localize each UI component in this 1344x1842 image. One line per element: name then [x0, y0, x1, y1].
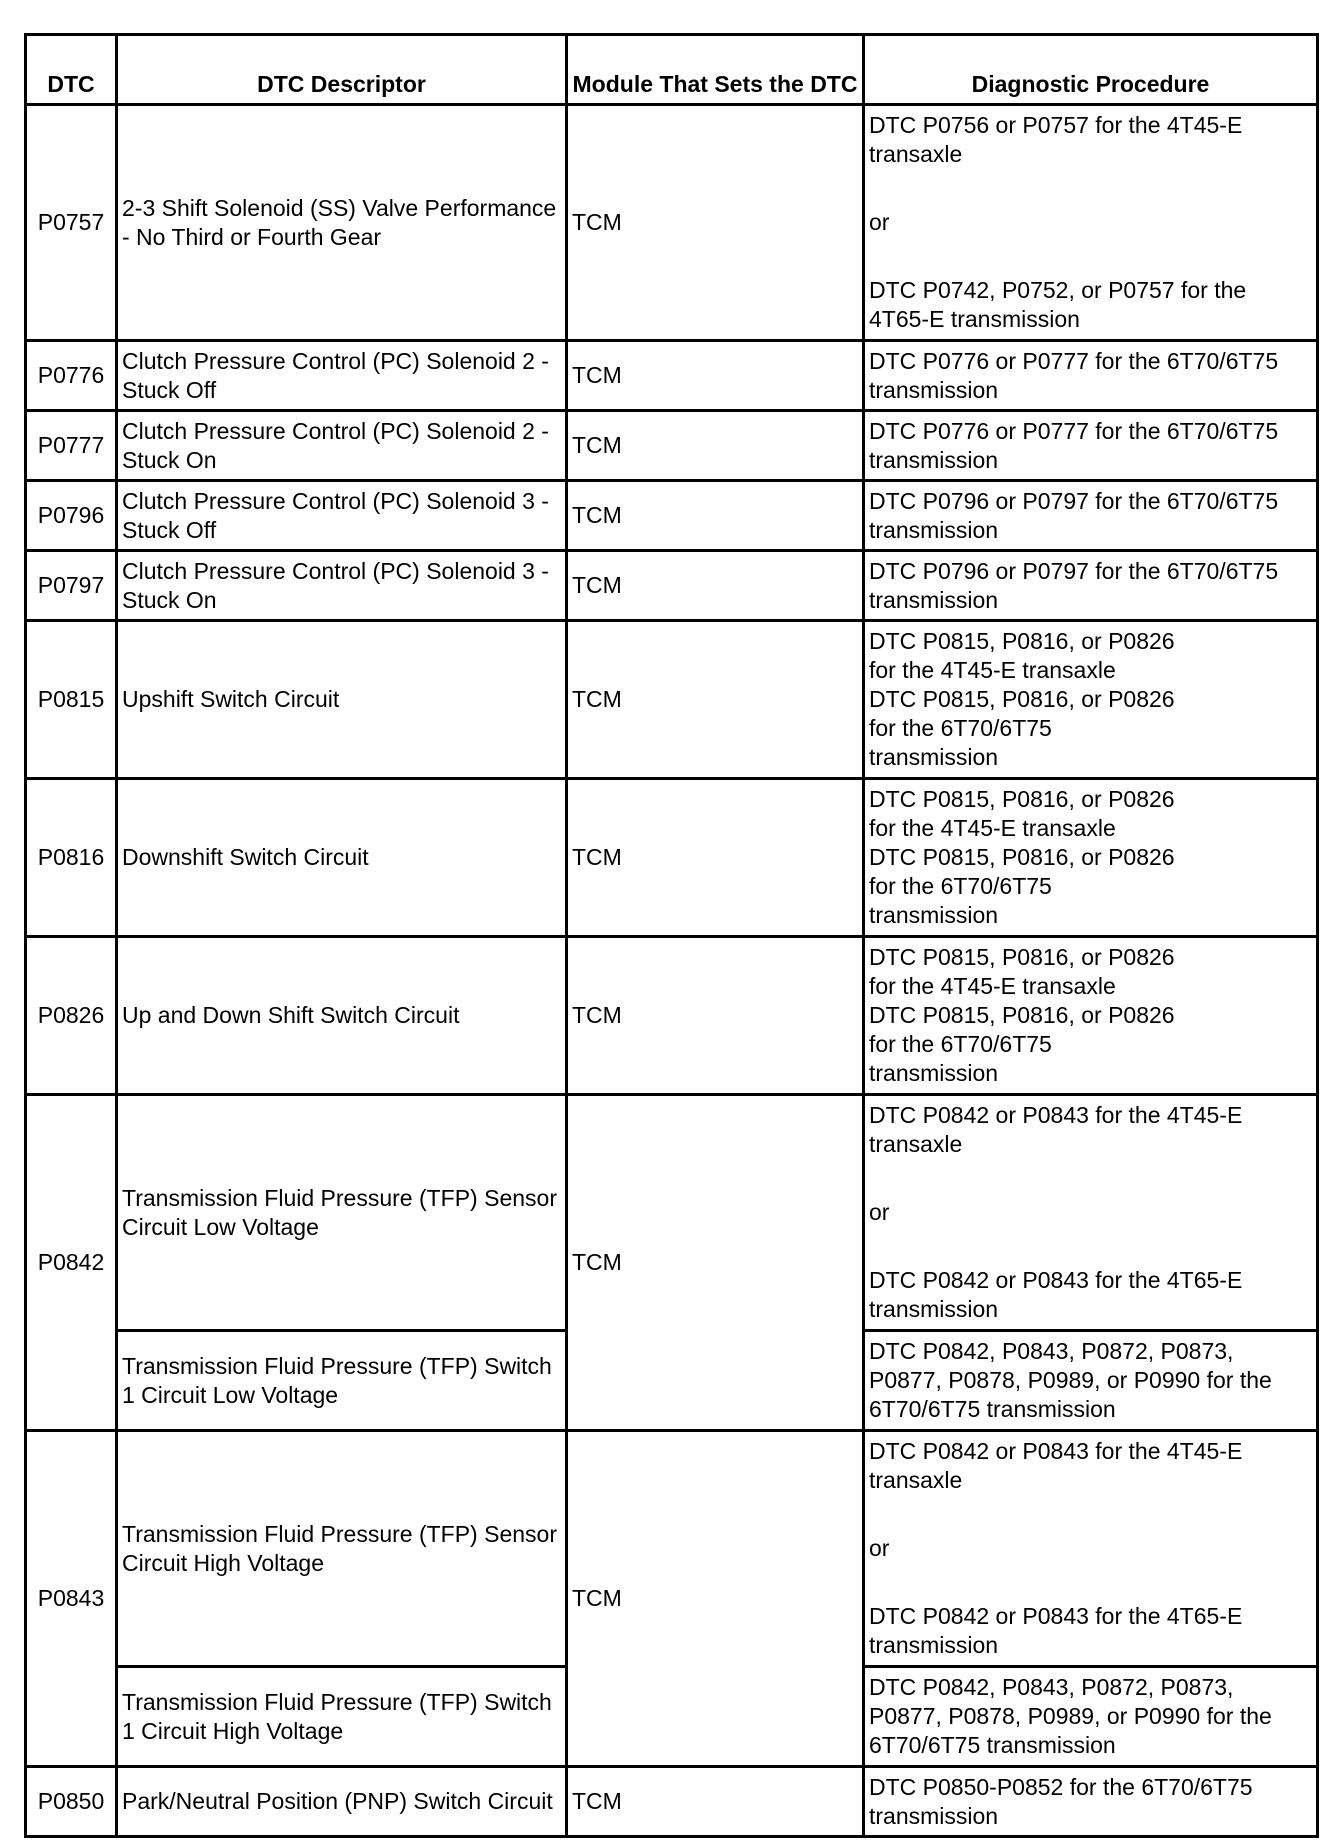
procedure-line: DTC P0815, P0816, or P0826 — [869, 1002, 1175, 1028]
procedure — [864, 937, 1318, 1095]
dtc-descriptor: Clutch Pressure Control (PC) Solenoid 2 - Stuck On — [117, 411, 567, 481]
dtc-descriptor: Transmission Fluid Pressure (TFP) Sensor Circuit High Voltage — [117, 1431, 567, 1667]
dtc-descriptor: Clutch Pressure Control (PC) Solenoid 2 - Stuck Off — [117, 341, 567, 411]
table-row — [26, 1095, 1318, 1331]
procedure-line: DTC P0815, P0816, or P0826 — [869, 844, 1175, 870]
procedure — [864, 1431, 1318, 1667]
dtc-descriptor: Upshift Switch Circuit — [117, 621, 567, 779]
dtc-descriptor: Park/Neutral Position (PNP) Switch Circuit — [117, 1767, 567, 1837]
procedure: DTC P0776 or P0777 for the 6T70/6T75 transmission — [864, 341, 1318, 411]
module: TCM — [567, 1095, 864, 1431]
procedure-text: DTC P0742, P0752, or P0757 for the 4T65-E transmission — [869, 277, 1247, 332]
table-row — [26, 551, 1318, 621]
procedure-line: DTC P0815, P0816, or P0826 — [869, 628, 1175, 654]
module: TCM — [567, 779, 864, 937]
procedure-text: DTC P0842 or P0843 for the 4T45-E transaxle — [869, 1438, 1243, 1493]
procedure-line: for the 6T70/6T75 — [869, 873, 1052, 899]
procedure-line: DTC P0815, P0816, or P0826 — [869, 686, 1175, 712]
module: TCM — [567, 937, 864, 1095]
procedure-line: for the 4T45-E transaxle — [869, 815, 1116, 841]
dtc-code: P0843 — [26, 1431, 117, 1767]
dtc-code: P0796 — [26, 481, 117, 551]
procedure: DTC P0776 or P0777 for the 6T70/6T75 transmission — [864, 411, 1318, 481]
module: TCM — [567, 481, 864, 551]
dtc-descriptor: 2-3 Shift Solenoid (SS) Valve Performance - No Third or Fourth Gear — [117, 105, 567, 341]
header-descriptor: DTC Descriptor — [117, 35, 567, 105]
table-row — [26, 1767, 1318, 1837]
dtc-code: P0776 — [26, 341, 117, 411]
procedure-line: for the 6T70/6T75 — [869, 715, 1052, 741]
procedure: DTC P0842, P0843, P0872, P0873, P0877, P0878, P0989, or P0990 for the 6T70/6T75 transmission — [864, 1667, 1318, 1767]
dtc-code: P0797 — [26, 551, 117, 621]
procedure-line: DTC P0815, P0816, or P0826 — [869, 944, 1175, 970]
table-row — [26, 779, 1318, 937]
procedure-line: transmission — [869, 1060, 999, 1086]
dtc-descriptor: Clutch Pressure Control (PC) Solenoid 3 - Stuck On — [117, 551, 567, 621]
module: TCM — [567, 551, 864, 621]
procedure-line: for the 4T45-E transaxle — [869, 973, 1116, 999]
procedure-text: DTC P0842 or P0843 for the 4T45-E transaxle — [869, 1102, 1243, 1157]
module: TCM — [567, 1767, 864, 1837]
procedure — [864, 621, 1318, 779]
table-row — [26, 105, 1318, 341]
module: TCM — [567, 1431, 864, 1767]
dtc-code: P0826 — [26, 937, 117, 1095]
procedure-line: for the 6T70/6T75 — [869, 1031, 1052, 1057]
module: TCM — [567, 411, 864, 481]
dtc-table — [24, 33, 1319, 1838]
module: TCM — [567, 105, 864, 341]
procedure — [864, 105, 1318, 341]
dtc-code: P0850 — [26, 1767, 117, 1837]
dtc-code: P0815 — [26, 621, 117, 779]
procedure-text: DTC P0756 or P0757 for the 4T45-E transaxle — [869, 112, 1243, 167]
procedure-line: DTC P0815, P0816, or P0826 — [869, 786, 1175, 812]
table-row — [26, 621, 1318, 779]
dtc-descriptor: Transmission Fluid Pressure (TFP) Sensor Circuit Low Voltage — [117, 1095, 567, 1331]
dtc-code: P0816 — [26, 779, 117, 937]
procedure-or: or — [869, 1199, 890, 1225]
dtc-descriptor: Downshift Switch Circuit — [117, 779, 567, 937]
procedure-line: for the 4T45-E transaxle — [869, 657, 1116, 683]
procedure: DTC P0850-P0852 for the 6T70/6T75 transmission — [864, 1767, 1318, 1837]
table-row — [26, 1431, 1318, 1667]
table-row — [26, 411, 1318, 481]
header-module: Module That Sets the DTC — [567, 35, 864, 105]
table-row — [26, 341, 1318, 411]
module: TCM — [567, 341, 864, 411]
procedure-line: transmission — [869, 902, 999, 928]
procedure: DTC P0842, P0843, P0872, P0873, P0877, P0878, P0989, or P0990 for the 6T70/6T75 transmission — [864, 1331, 1318, 1431]
header-procedure: Diagnostic Procedure — [864, 35, 1318, 105]
dtc-code: P0842 — [26, 1095, 117, 1431]
procedure-or: or — [869, 209, 890, 235]
procedure-line: transmission — [869, 744, 999, 770]
procedure-text: DTC P0842 or P0843 for the 4T65-E transmission — [869, 1267, 1243, 1322]
procedure-text: DTC P0842 or P0843 for the 4T65-E transmission — [869, 1603, 1243, 1658]
procedure: DTC P0796 or P0797 for the 6T70/6T75 transmission — [864, 551, 1318, 621]
header-dtc: DTC — [26, 35, 117, 105]
dtc-code: P0777 — [26, 411, 117, 481]
table-row — [26, 481, 1318, 551]
dtc-descriptor: Transmission Fluid Pressure (TFP) Switch 1 Circuit High Voltage — [117, 1667, 567, 1767]
procedure-or: or — [869, 1535, 890, 1561]
dtc-descriptor: Clutch Pressure Control (PC) Solenoid 3 - Stuck Off — [117, 481, 567, 551]
table-row — [26, 937, 1318, 1095]
dtc-code: P0757 — [26, 105, 117, 341]
procedure: DTC P0796 or P0797 for the 6T70/6T75 transmission — [864, 481, 1318, 551]
dtc-descriptor: Up and Down Shift Switch Circuit — [117, 937, 567, 1095]
procedure — [864, 1095, 1318, 1331]
module: TCM — [567, 621, 864, 779]
dtc-descriptor: Transmission Fluid Pressure (TFP) Switch 1 Circuit Low Voltage — [117, 1331, 567, 1431]
procedure — [864, 779, 1318, 937]
header-row — [26, 35, 1318, 105]
